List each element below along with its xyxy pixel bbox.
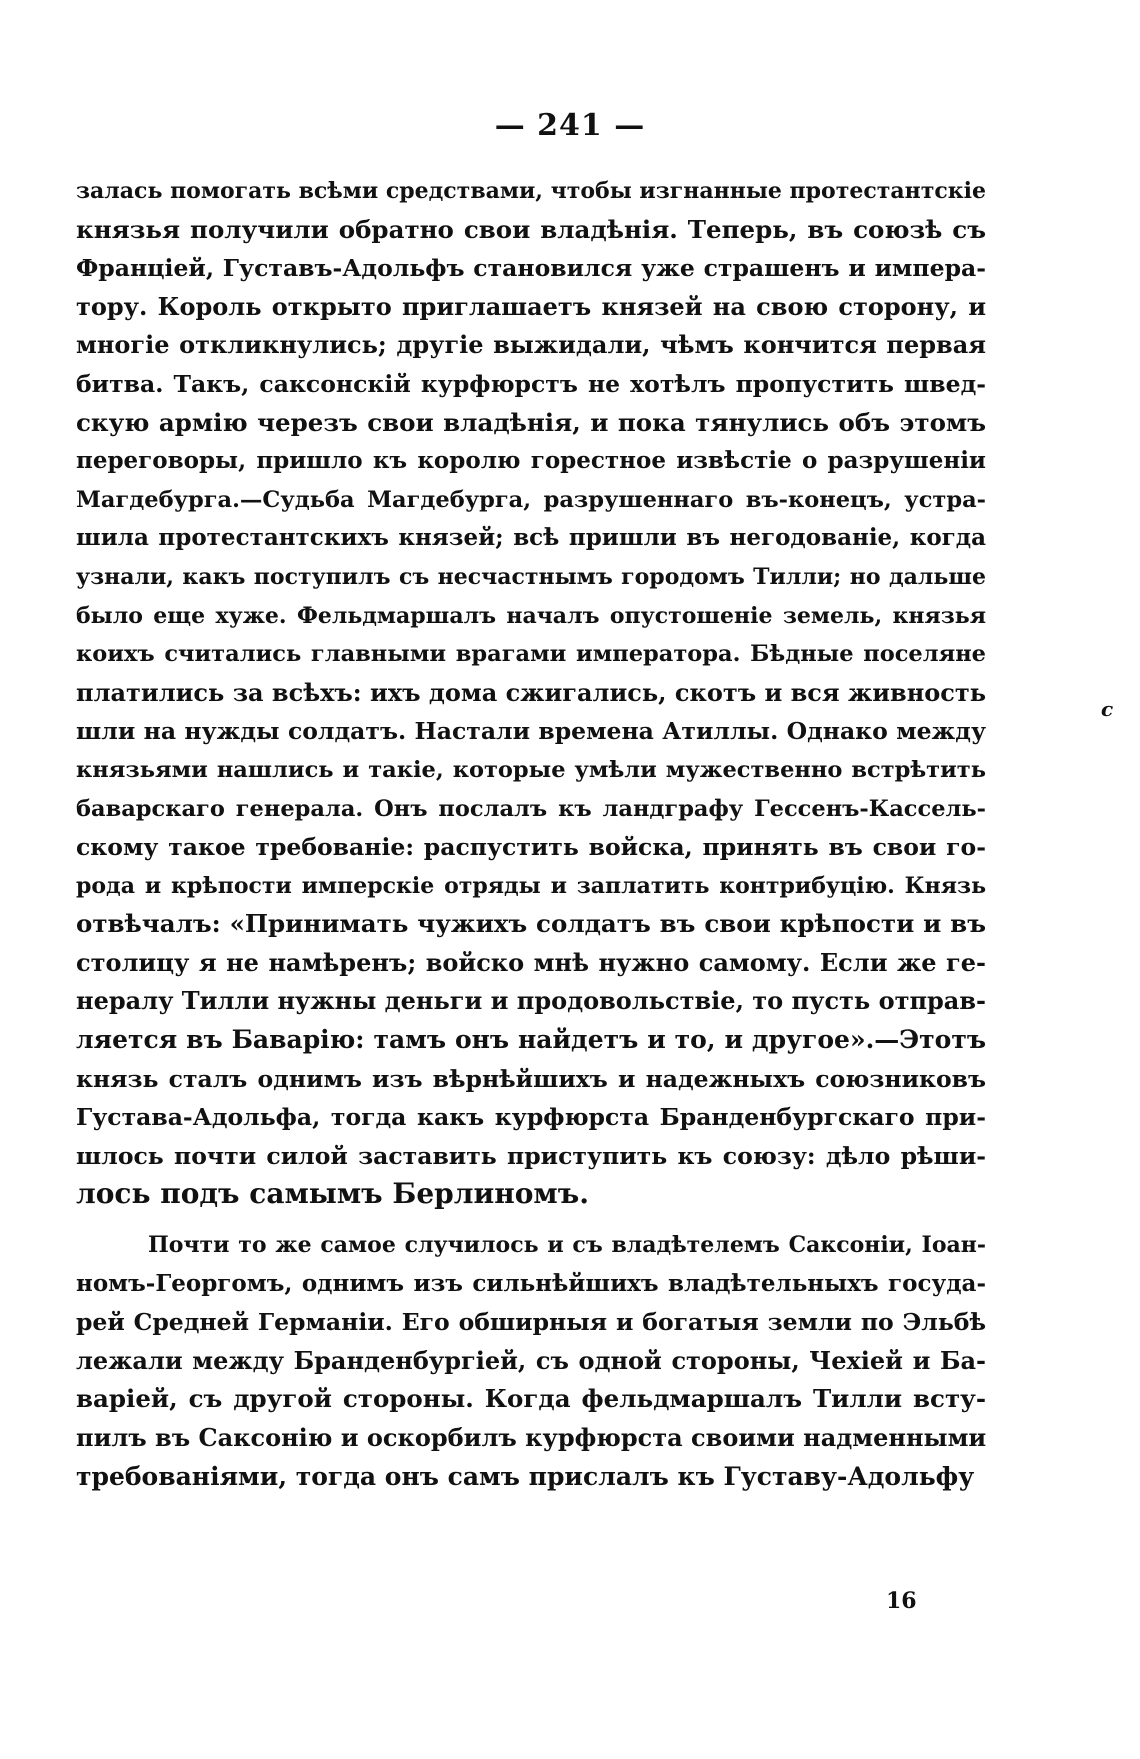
text-line: Почти то же самое случилось и съ владѣтелемъ Саксоніи, Іоан- (148, 1232, 986, 1259)
paragraph-1 (76, 172, 986, 1214)
text-line: Густава-Адольфа, тогда какъ курфюрста Бранденбургскаго при- (76, 1103, 986, 1132)
text-line: было еще хуже. Фельдмаршалъ началъ опустошеніе земель, князья (76, 602, 986, 629)
text-line: залась помогать всѣми средствами, чтобы изгнанные протестантскіе (76, 178, 986, 204)
text-line: узнали, какъ поступилъ съ несчастнымъ городомъ Тилли; но дальше (76, 563, 986, 590)
text-line: шли на нужды солдатъ. Настали времена Атиллы. Однако между (76, 717, 986, 746)
paragraph-2 (76, 1226, 986, 1496)
text-line: пилъ въ Саксонію и оскорбилъ курфюрста своими надменными (76, 1423, 986, 1452)
text-line: баварскаго генерала. Онъ послалъ къ ландграфу Гессенъ-Кассель- (76, 795, 986, 822)
text-line: номъ-Георгомъ, однимъ изъ сильнѣйшихъ владѣтельныхъ госуда- (76, 1269, 986, 1297)
page-number: — 241 — (494, 108, 646, 143)
text-line: князь сталъ однимъ изъ вѣрнѣйшихъ и надежныхъ союзниковъ (76, 1064, 986, 1093)
text-line: нералу Тилли нужны деньги и продовольствіе, то пусть отправ- (76, 986, 986, 1016)
text-line: Франціей, Густавъ-Адольфъ становился уже страшенъ и импера- (76, 254, 986, 283)
text-line: скую армію черезъ свои владѣнія, и пока тянулись объ этомъ (76, 407, 986, 437)
text-line: Магдебурга.—Судьба Магдебурга, разрушеннаго въ-конецъ, устра- (76, 486, 986, 513)
text-line: тору. Король открыто приглашаетъ князей на свою сторону, и (76, 291, 986, 321)
paragraph-gap (76, 1214, 986, 1226)
text-line: коихъ считались главными врагами императора. Бѣдные поселяне (76, 641, 986, 668)
text-line: шила протестантскихъ князей; всѣ пришли въ негодованіе, когда (76, 524, 986, 552)
text-line: варіей, съ другой стороны. Когда фельдмаршалъ Тилли всту- (76, 1384, 986, 1414)
text-line: скому такое требованіе: распустить войска, принять въ свои го- (76, 833, 986, 862)
text-line: шлось почти силой заставить приступить къ союзу: дѣло рѣши- (76, 1141, 986, 1170)
margin-mark: c (1101, 697, 1114, 721)
text-line: рей Средней Германіи. Его обширныя и богатыя земли по Эльбѣ (76, 1308, 986, 1337)
text-line: отвѣчалъ: «Принимать чужихъ солдатъ въ свои крѣпости и въ (76, 909, 986, 939)
signature-mark: 16 (886, 1588, 917, 1614)
text-line: лось подъ самымъ Берлиномъ. (76, 1177, 589, 1211)
text-line: требованіями, тогда онъ самъ прислалъ къ Густаву-Адольфу (76, 1461, 975, 1491)
text-line: ляется въ Баварію: тамъ онъ найдетъ и то, и другое».—Этотъ (76, 1025, 986, 1055)
text-line: князьями нашлись и такіе, которые умѣли мужественно встрѣтить (76, 756, 986, 783)
text-line: рода и крѣпости имперскіе отряды и заплатить контрибуцію. Князь (76, 872, 986, 899)
text-line: многіе откликнулись; другіе выжидали, чѣмъ кончится первая (76, 330, 986, 360)
text-line: князья получили обратно свои владѣнія. Теперь, въ союзѣ съ (76, 214, 986, 244)
text-line: переговоры, пришло къ королю горестное извѣстіе о разрушеніи (76, 447, 986, 475)
text-line: битва. Такъ, саксонскій курфюрстъ не хотѣлъ пропустить швед- (76, 369, 986, 398)
text-line: платились за всѣхъ: ихъ дома сжигались, скотъ и вся живность (76, 677, 986, 707)
text-line: лежали между Бранденбургіей, съ одной стороны, Чехіей и Ба- (76, 1345, 986, 1375)
main-text (76, 172, 986, 1496)
text-line: столицу я не намѣренъ; войско мнѣ нужно самому. Если же ге- (76, 947, 986, 977)
